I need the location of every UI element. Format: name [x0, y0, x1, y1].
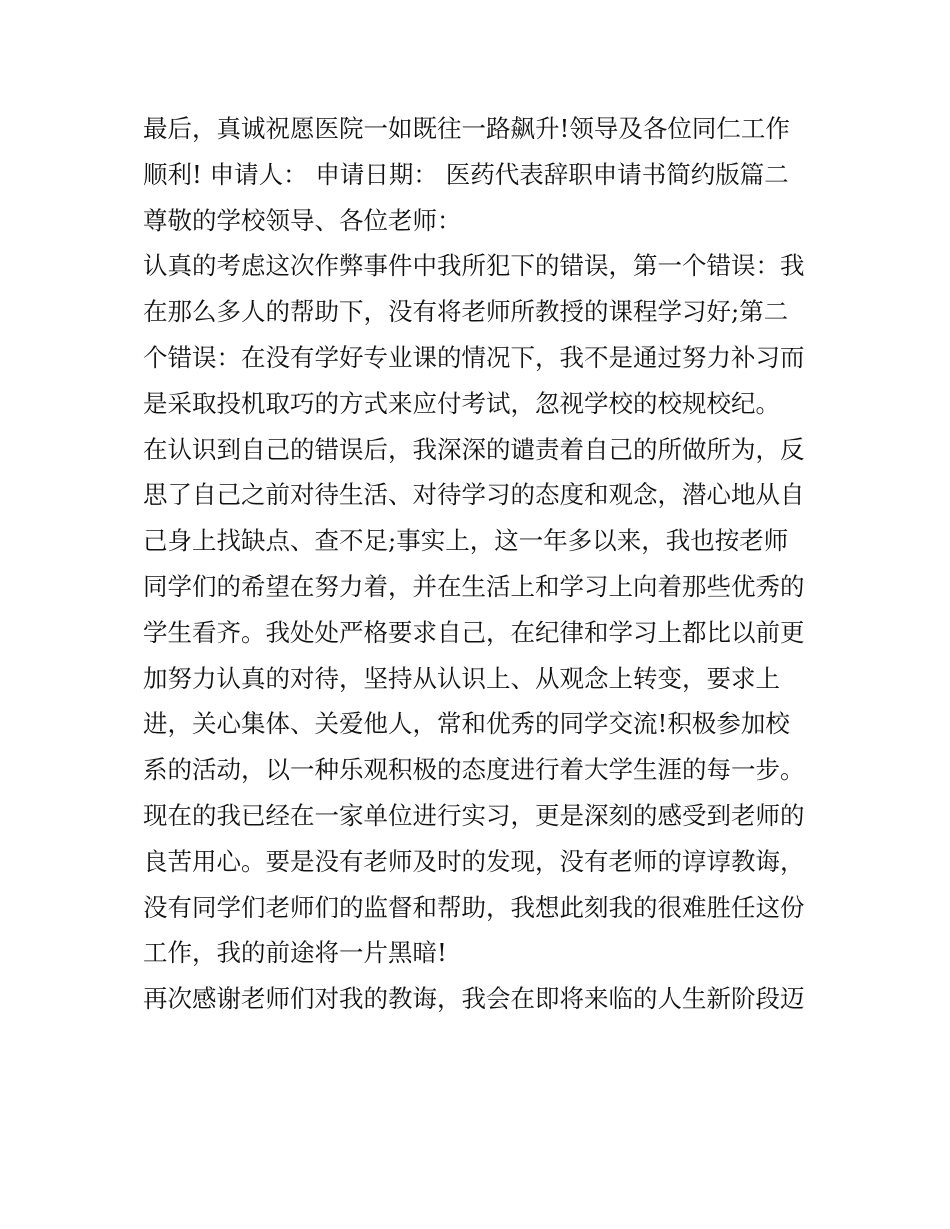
- text-line: 思了自己之前对待生活、对待学习的态度和观念，潜心地从自: [143, 480, 805, 510]
- text-line: 最后，真诚祝愿医院一如既往一路飙升!领导及各位同仁工作: [143, 114, 790, 143]
- text-line: 同学们的希望在努力着，并在生活上和学习上向着那些优秀的: [143, 571, 805, 601]
- text-line: 现在的我已经在一家单位进行实习，更是深刻的感受到老师的: [143, 800, 805, 830]
- text-line: 顺利! 申请人： 申请日期： 医药代表辞职申请书简约版篇二: [143, 159, 789, 189]
- text-line: 己身上找缺点、查不足;事实上，这一年多以来，我也按老师: [143, 526, 789, 556]
- document-body-text: [143, 106, 823, 1022]
- text-line: 加努力认真的对待，坚持从认识上、从观念上转变，要求上: [143, 663, 780, 693]
- text-line: 尊敬的学校领导、各位老师：: [143, 205, 462, 235]
- text-line: 没有同学们老师们的监督和帮助，我想此刻我的很难胜任这份: [143, 892, 805, 922]
- text-line: 个错误：在没有学好专业课的情况下，我不是通过努力补习而: [143, 342, 805, 372]
- text-line: 在认识到自己的错误后，我深深的谴责着自己的所做所为，反: [143, 434, 805, 464]
- text-line: 学生看齐。我处处严格要求自己，在纪律和学习上都比以前更: [143, 617, 805, 647]
- text-line: 在那么多人的帮助下，没有将老师所教授的课程学习好;第二: [143, 297, 789, 327]
- text-line: 工作，我的前途将一片黑暗!: [143, 938, 447, 968]
- text-line: 系的活动，以一种乐观积极的态度进行着大学生涯的每一步。: [143, 755, 805, 785]
- text-line: 进，关心集体、关爱他人，常和优秀的同学交流!积极参加校: [143, 709, 790, 739]
- text-line: 再次感谢老师们对我的教诲，我会在即将来临的人生新阶段迈: [143, 984, 805, 1014]
- text-line: 认真的考虑这次作弊事件中我所犯下的错误，第一个错误：我: [143, 251, 805, 281]
- text-line: 是采取投机取巧的方式来应付考试，忽视学校的校规校纪。: [143, 388, 780, 418]
- text-line: 良苦用心。要是没有老师及时的发现，没有老师的谆谆教诲，: [143, 846, 805, 876]
